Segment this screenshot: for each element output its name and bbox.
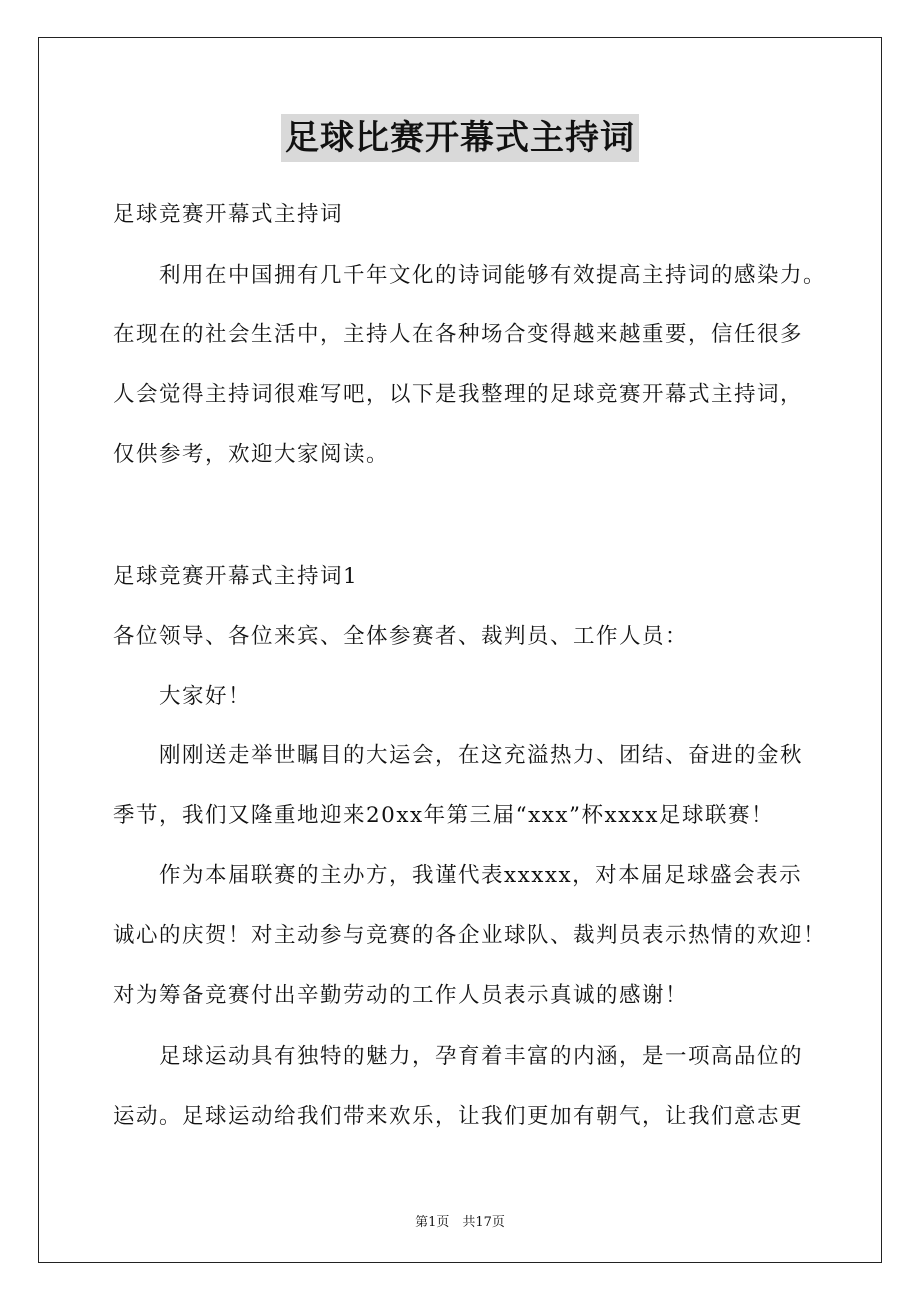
text-line: 诚心的庆贺！对主动参与竞赛的各企业球队、裁判员表示热情的欢迎！ <box>113 923 827 948</box>
text-line: 足球竞赛开幕式主持词1 <box>113 564 359 589</box>
page-footer: 第1页 共17页 <box>415 1215 505 1230</box>
text-line: 足球竞赛开幕式主持词 <box>113 202 344 227</box>
document-page <box>38 37 882 1263</box>
text-line: 运动。足球运动给我们带来欢乐，让我们更加有朝气，让我们意志更 <box>113 1104 804 1129</box>
text-line: 利用在中国拥有几千年文化的诗词能够有效提高主持词的感染力。 <box>113 263 827 288</box>
title-container <box>39 114 881 162</box>
text-line: 作为本届联赛的主办方，我谨代表xxxxx，对本届足球盛会表示 <box>113 863 803 888</box>
text-line: 刚刚送走举世瞩目的大运会，在这充溢热力、团结、奋进的金秋 <box>113 743 804 768</box>
document-title: 足球比赛开幕式主持词 <box>281 114 639 162</box>
text-line: 对为筹备竞赛付出辛勤劳动的工作人员表示真诚的感谢！ <box>113 983 689 1008</box>
text-line: 季节，我们又隆重地迎来20xx年第三届“xxx”杯xxxx足球联赛！ <box>113 803 774 828</box>
text-line: 各位领导、各位来宾、全体参赛者、裁判员、工作人员： <box>113 624 689 649</box>
text-line: 在现在的社会生活中，主持人在各种场合变得越来越重要，信任很多 <box>113 322 804 347</box>
text-line: 仅供参考，欢迎大家阅读。 <box>113 442 390 467</box>
text-line: 人会觉得主持词很难写吧，以下是我整理的足球竞赛开幕式主持词， <box>113 382 804 407</box>
text-line: 大家好！ <box>113 684 252 709</box>
text-line: 足球运动具有独特的魅力，孕育着丰富的内涵，是一项高品位的 <box>113 1044 804 1069</box>
